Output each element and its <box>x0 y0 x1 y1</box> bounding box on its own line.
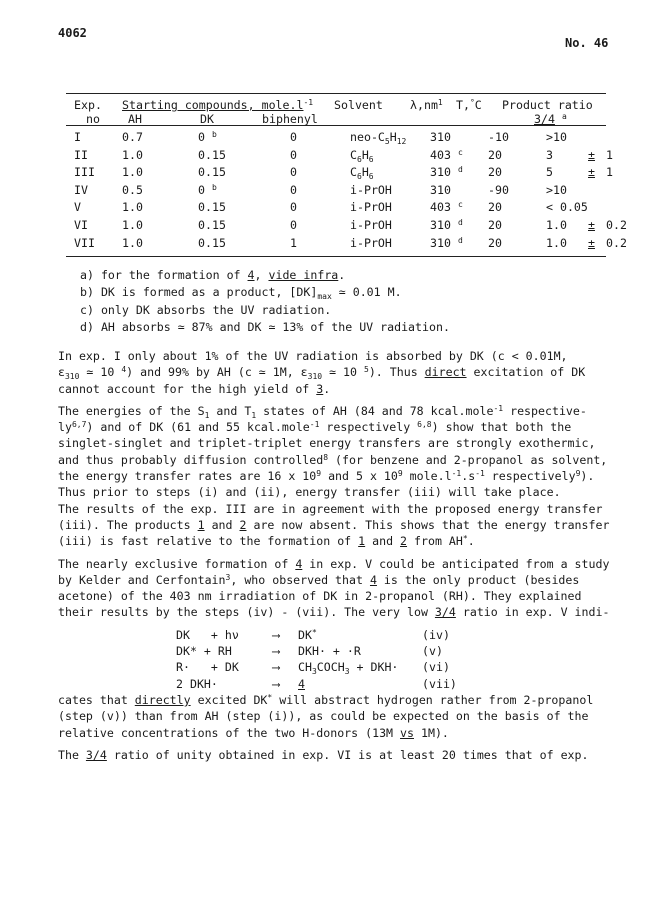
cell-temperature: 20 <box>488 165 502 180</box>
cell-wavelength: 310 $^d$ <box>430 165 463 180</box>
cell-ah: 1.0 <box>122 200 143 215</box>
results-table <box>66 130 627 253</box>
cell-biphenyl: 0 <box>290 217 297 232</box>
cell-wavelength: 310 $^d$ <box>430 235 463 250</box>
cell-dk: 0.15 <box>198 147 226 162</box>
cell-plusminus <box>588 183 606 201</box>
page-number: 4062 <box>58 26 87 40</box>
table-row <box>66 148 627 166</box>
wavelength-label: λ,nm <box>410 98 438 112</box>
cell-wavelength: 310 <box>430 130 451 144</box>
footnote-a: a) for the formation of 4, vide infra. <box>80 268 346 282</box>
cell-dk: 0.15 <box>198 235 226 250</box>
cell-error: 0.2 <box>606 235 627 250</box>
cell-ah: 0.5 <box>122 182 143 197</box>
table-row <box>66 165 627 183</box>
cell-ratio: >10 <box>546 130 567 144</box>
table-footnotes <box>80 268 450 338</box>
cell-biphenyl: 0 <box>290 182 297 197</box>
cell-dk: 0 $^b$ <box>198 130 217 144</box>
cell-ah: 1.0 <box>122 235 143 250</box>
vide-infra: vide infra <box>268 268 339 282</box>
table-row <box>66 130 627 148</box>
reaction-step <box>176 628 482 644</box>
table-header-rule <box>66 125 606 126</box>
cell-dk: 0.15 <box>198 165 226 180</box>
reaction-reactants: DK + hν <box>176 627 239 642</box>
cell-wavelength: 403 $^c$ <box>430 200 463 215</box>
reaction-reactants: DK* + RH <box>176 644 232 659</box>
cell-dk: 0 $^b$ <box>198 182 217 197</box>
table-row <box>66 218 627 236</box>
col-header-product-ratio: Product ratio <box>502 98 593 112</box>
cell-ratio: < 0.05 <box>546 200 588 215</box>
col-header-ah: AH <box>128 112 142 126</box>
cell-plusminus: ± <box>588 147 595 162</box>
reaction-reactants: R· + DK <box>176 660 239 675</box>
cell-solvent: $C_6H_6$ <box>350 147 374 164</box>
col-header-temperature <box>456 98 482 112</box>
cell-solvent: $C_6H_6$ <box>350 165 374 182</box>
col-header-no: no <box>86 112 100 126</box>
reaction-scheme <box>176 628 482 693</box>
reaction-step <box>176 660 482 676</box>
cell-wavelength: 310 <box>430 182 451 197</box>
footnote-d: d) AH absorbs ≃ 87% and DK ≃ 13% of the UV radiation. <box>80 320 450 335</box>
cell-error: 1 <box>606 147 613 162</box>
compound-ref: 4 <box>247 268 255 282</box>
cell-exp-no: I <box>74 130 81 144</box>
reaction-reactants: 2 DKH· <box>176 676 218 691</box>
reaction-arrow: ⟶ <box>272 676 280 691</box>
cell-error <box>606 200 627 218</box>
cell-biphenyl: 0 <box>290 147 297 162</box>
col-header-solvent: Solvent <box>334 98 383 112</box>
reaction-products: $CH_3COCH_3 + DKH\cdot$ <box>298 660 399 677</box>
cell-temperature: -10 <box>488 130 509 144</box>
cell-exp-no: III <box>74 165 95 180</box>
cell-exp-no: II <box>74 147 88 162</box>
reaction-arrow: ⟶ <box>272 660 280 675</box>
cell-error: 0.2 <box>606 217 627 232</box>
reaction-label: (iv) <box>422 627 450 642</box>
wavelength-sup: 1 <box>437 98 443 107</box>
footnote-b: b) DK is formed as a product, $[DK]_{max}$ ≃ 0.01 M. <box>80 285 402 302</box>
col-header-wavelength <box>410 98 443 112</box>
paragraph-5: The 3/4 ratio of unity obtained in exp. VI is at least 20 times that of exp. <box>58 747 589 762</box>
reaction-products: DK* <box>298 627 317 642</box>
cell-solvent: i-PrOH <box>350 217 392 232</box>
cell-exp-no: VII <box>74 235 95 250</box>
reaction-label: (vii) <box>422 676 457 691</box>
cell-exp-no: V <box>74 200 81 215</box>
reaction-arrow: ⟶ <box>272 644 280 659</box>
reaction-label: (vi) <box>422 660 450 675</box>
cell-ratio: >10 <box>546 182 567 197</box>
cell-plusminus: ± <box>588 217 595 232</box>
cell-error: 1 <box>606 165 613 180</box>
cell-solvent: neo-$C_5H_{12}$ <box>350 130 407 146</box>
col-header-dk: DK <box>200 112 214 126</box>
reaction-label: (v) <box>422 644 443 659</box>
direct-emphasis: direct <box>424 365 467 380</box>
cell-wavelength: 310 $^d$ <box>430 217 463 232</box>
cell-ah: 1.0 <box>122 147 143 162</box>
cell-temperature: 20 <box>488 217 502 232</box>
col-header-exp: Exp. <box>74 98 102 112</box>
cell-temperature: 20 <box>488 147 502 162</box>
reaction-products: 4 <box>298 676 305 691</box>
cell-temperature: -90 <box>488 182 509 197</box>
cell-temperature: 20 <box>488 235 502 250</box>
cell-solvent: i-PrOH <box>350 182 392 197</box>
footnote-c: c) only DK absorbs the UV radiation. <box>80 302 332 317</box>
journal-issue: No. 46 <box>565 36 609 50</box>
cell-ratio: 5 <box>546 165 553 180</box>
cell-error <box>606 183 627 201</box>
cell-solvent: i-PrOH <box>350 235 392 250</box>
cell-solvent: i-PrOH <box>350 200 392 215</box>
reaction-products: DKH· + ·R <box>298 644 361 659</box>
table-row <box>66 200 627 218</box>
cell-ah: 1.0 <box>122 165 143 180</box>
paragraph-1: In exp. I only about 1% of the UV radiation is absorbed by DK (c < 0.01M, $\varepsilon_{310}$ ≃ 10 $^4$) and 99% by AH (c ≃ 1M, $\varepsilon_{310}$ ≃ 10 $^5$). Thus direct excitation of DK cannot account for the high yield of 3. <box>58 349 586 396</box>
degree-sup: ° <box>469 98 475 107</box>
ratio-note-sup: a <box>561 112 567 121</box>
starting-compounds-label: Starting compounds, mole.l <box>122 98 304 112</box>
starting-unit-sup: -1 <box>303 98 314 107</box>
paragraph-3: The nearly exclusive formation of 4 in exp. V could be anticipated from a study by Kelder and Cerfontain$^3$, who observed that 4 is the only product (besides acetone) of the 403 nm irradiation of DK in 2-propanol (RH). They explained their results by the steps (iv) - (vii). The very low 3/4 ratio in exp. V indi- <box>58 556 610 620</box>
temperature-unit: C <box>474 98 482 112</box>
cell-exp-no: VI <box>74 217 88 232</box>
col-header-biphenyl: biphenyl <box>262 112 318 126</box>
table-row <box>66 183 627 201</box>
body-text <box>58 349 618 770</box>
cell-dk: 0.15 <box>198 200 226 215</box>
cell-plusminus: ± <box>588 235 595 250</box>
cell-error <box>606 130 627 148</box>
ratio-3-4: 3/4 <box>534 112 555 126</box>
cell-biphenyl: 0 <box>290 200 297 215</box>
table-top-rule <box>66 93 606 94</box>
paragraph-2: The energies of the $S_1$ and $T_1$ states of AH (84 and 78 kcal.mole$^{-1}$ respective- ly$^{6,7}$) and of DK (61 and 55 kcal.mole$^{-1}$ respectively $^{6,8}$) show that both the singlet-singlet and triplet-triplet energy transfers are strongly exothermic, and thus probably diffusion controlled$^8$ (for benzene and 2-propanol as solvent, the energy transfer rates are 16 x $10^9$ and 5 x $10^9$ $mole.l^{-1}.s^{-1}$ respectively$^9$). Thus prior to steps (i) and (ii), energy transfer (iii) will take place. The results of the exp. III are in agreement with the proposed energy transfer (iii). The products 1 and 2 are now absent. This shows that the energy transfer (iii) is fast relative to the formation of 1 and 2 from AH*. <box>58 403 610 549</box>
cell-biphenyl: 0 <box>290 130 297 144</box>
temperature-label: T, <box>456 98 470 112</box>
cell-biphenyl: 1 <box>290 235 297 250</box>
cell-ratio: 3 <box>546 147 553 162</box>
cell-plusminus <box>588 200 606 218</box>
cell-exp-no: IV <box>74 182 88 197</box>
cell-ratio: 1.0 <box>546 217 567 232</box>
reaction-step <box>176 644 482 660</box>
col-header-starting <box>122 98 313 112</box>
table-bottom-rule <box>66 256 606 257</box>
cell-plusminus <box>588 130 606 148</box>
table-row <box>66 236 627 254</box>
col-header-ratio-sub <box>534 112 567 126</box>
cell-biphenyl: 0 <box>290 165 297 180</box>
reaction-arrow: ⟶ <box>272 627 280 642</box>
cell-ah: 1.0 <box>122 217 143 232</box>
cell-wavelength: 403 $^c$ <box>430 147 463 162</box>
paragraph-4: cates that directly excited DK* will abstract hydrogen rather from 2-propanol (step (v)) than from AH (step (i)), as could be expected on the basis of the relative concentrations of the two H-donors (13M vs 1M). <box>58 692 594 740</box>
cell-ratio: 1.0 <box>546 235 567 250</box>
cell-ah: 0.7 <box>122 130 143 144</box>
cell-temperature: 20 <box>488 200 502 215</box>
reaction-step <box>176 677 482 693</box>
cell-dk: 0.15 <box>198 217 226 232</box>
cell-plusminus: ± <box>588 165 595 180</box>
